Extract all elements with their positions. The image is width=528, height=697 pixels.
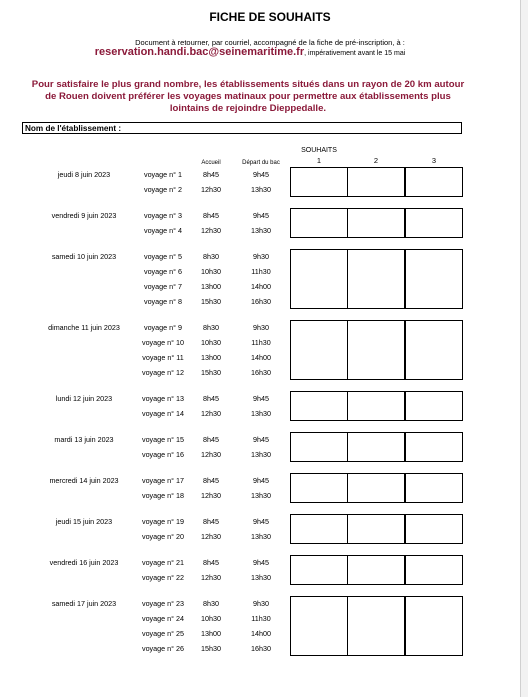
wish-choice-2-box[interactable]	[347, 596, 405, 611]
depart-time: 9h45	[253, 476, 269, 485]
voyage-label: voyage n° 2	[143, 185, 183, 194]
table-row	[0, 488, 520, 503]
wish-choice-1-box[interactable]	[290, 610, 348, 626]
accueil-time: 10h30	[201, 338, 221, 347]
voyage-label: voyage n° 19	[141, 517, 185, 526]
wish-choice-2-box[interactable]	[347, 528, 405, 544]
accueil-time: 12h30	[201, 532, 221, 541]
wish-choice-1-box[interactable]	[290, 514, 348, 529]
table-row	[0, 626, 520, 641]
depart-time: 11h30	[251, 267, 271, 276]
depart-time: 13h30	[251, 226, 271, 235]
wish-choice-1-box[interactable]	[290, 181, 348, 197]
wish-choice-3-box[interactable]	[405, 514, 463, 529]
accueil-time: 8h45	[203, 170, 219, 179]
wish-choice-3-box[interactable]	[405, 432, 463, 447]
wish-choice-3-box[interactable]	[405, 249, 463, 264]
day-label: mardi 13 juin 2023	[54, 435, 114, 444]
wish-choice-2-box[interactable]	[347, 610, 405, 626]
voyage-label: voyage n° 18	[141, 491, 185, 500]
wish-choice-3-box[interactable]	[405, 446, 463, 462]
depart-time: 9h30	[253, 599, 269, 608]
wish-choice-2-box[interactable]	[347, 181, 405, 197]
accueil-time: 15h30	[201, 644, 221, 653]
accueil-time: 12h30	[201, 185, 221, 194]
day-label: lundi 12 juin 2023	[55, 394, 113, 403]
day-label: dimanche 11 juin 2023	[48, 323, 120, 332]
voyage-label: voyage n° 5	[143, 252, 183, 261]
page-title: FICHE DE SOUHAITS	[209, 10, 331, 24]
wish-choice-3-box[interactable]	[405, 473, 463, 488]
depart-time: 9h45	[253, 211, 269, 220]
voyage-label: voyage n° 21	[141, 558, 185, 567]
day-label: mercredi 14 juin 2023	[49, 476, 119, 485]
depart-time: 14h00	[251, 629, 271, 638]
accueil-time: 8h45	[203, 211, 219, 220]
wish-choice-1-box[interactable]	[290, 446, 348, 462]
accueil-time: 8h45	[203, 435, 219, 444]
wish-choice-3-box[interactable]	[405, 569, 463, 585]
voyage-label: voyage n° 10	[141, 338, 185, 347]
day-label: jeudi 15 juin 2023	[55, 517, 113, 526]
wish-choice-1-box[interactable]	[290, 249, 348, 264]
voyage-label: voyage n° 23	[141, 599, 185, 608]
wish-choice-3-box[interactable]	[405, 640, 463, 656]
wish-choice-3-box[interactable]	[405, 349, 463, 365]
wish-choice-2-box[interactable]	[347, 391, 405, 406]
accueil-time: 13h00	[201, 282, 221, 291]
depart-time: 9h45	[253, 558, 269, 567]
voyage-label: voyage n° 16	[141, 450, 185, 459]
table-row	[0, 249, 520, 264]
wish-choice-1-box[interactable]	[290, 625, 348, 641]
accueil-time: 10h30	[201, 614, 221, 623]
depart-time: 9h45	[253, 435, 269, 444]
depart-time: 13h30	[251, 491, 271, 500]
accueil-time: 8h45	[203, 476, 219, 485]
wish-choice-1-box[interactable]	[290, 473, 348, 488]
wish-choice-1-box[interactable]	[290, 349, 348, 365]
table-row	[0, 167, 520, 182]
accueil-time: 12h30	[201, 491, 221, 500]
table-row	[0, 208, 520, 223]
table-row	[0, 335, 520, 350]
wish-choice-3-box[interactable]	[405, 222, 463, 238]
voyage-label: voyage n° 17	[141, 476, 185, 485]
wish-choice-3-box[interactable]	[405, 555, 463, 570]
wish-choice-3-box[interactable]	[405, 208, 463, 223]
table-row	[0, 641, 520, 656]
depart-time: 13h30	[251, 450, 271, 459]
instructions-text: Document à retourner, par courriel, accompagné de la fiche de pré-inscription, à :	[135, 38, 405, 47]
depart-time: 9h45	[253, 517, 269, 526]
wish-choice-2-box[interactable]	[347, 334, 405, 350]
wish-choice-1-box[interactable]	[290, 293, 348, 309]
depart-time: 14h00	[251, 353, 271, 362]
wish-choice-3-box[interactable]	[405, 528, 463, 544]
wish-choice-2-box[interactable]	[347, 222, 405, 238]
voyage-label: voyage n° 12	[141, 368, 185, 377]
wish-choice-3-box[interactable]	[405, 167, 463, 182]
wish-choice-2-box[interactable]	[347, 473, 405, 488]
wish-choice-1-box[interactable]	[290, 640, 348, 656]
wish-choice-3-box[interactable]	[405, 263, 463, 279]
wish-choice-2-box[interactable]	[347, 555, 405, 570]
choice-1-header: 1	[316, 156, 322, 165]
wish-choice-1-box[interactable]	[290, 334, 348, 350]
wish-choice-1-box[interactable]	[290, 405, 348, 421]
voyage-label: voyage n° 13	[141, 394, 185, 403]
wish-choice-1-box[interactable]	[290, 278, 348, 294]
wish-choice-3-box[interactable]	[405, 320, 463, 335]
table-row	[0, 365, 520, 380]
wish-choice-1-box[interactable]	[290, 569, 348, 585]
voyage-label: voyage n° 22	[141, 573, 185, 582]
depart-time: 13h30	[251, 573, 271, 582]
accueil-time: 8h30	[203, 252, 219, 261]
establishment-name-field[interactable]	[22, 122, 462, 134]
wish-choice-2-box[interactable]	[347, 446, 405, 462]
voyage-label: voyage n° 14	[141, 409, 185, 418]
table-row	[0, 406, 520, 421]
wish-choice-2-box[interactable]	[347, 320, 405, 335]
table-row	[0, 294, 520, 309]
table-row	[0, 223, 520, 238]
wish-choice-1-box[interactable]	[290, 432, 348, 447]
voyage-label: voyage n° 4	[143, 226, 183, 235]
depart-header: Départ du bac	[242, 160, 280, 166]
table-row	[0, 570, 520, 585]
accueil-time: 12h30	[201, 409, 221, 418]
deadline-text: , impérativement avant le 15 mai	[304, 50, 406, 57]
voyage-label: voyage n° 20	[141, 532, 185, 541]
choice-2-header: 2	[373, 156, 379, 165]
table-row	[0, 182, 520, 197]
voyage-label: voyage n° 26	[141, 644, 185, 653]
wish-choice-3-box[interactable]	[405, 293, 463, 309]
wish-choice-2-box[interactable]	[347, 432, 405, 447]
accueil-time: 8h45	[203, 558, 219, 567]
depart-time: 9h45	[253, 394, 269, 403]
voyage-label: voyage n° 24	[141, 614, 185, 623]
voyage-label: voyage n° 15	[141, 435, 185, 444]
email-link[interactable]: reservation.handi.bac@seinemaritime.fr	[94, 46, 305, 58]
depart-time: 11h30	[251, 614, 271, 623]
wish-choice-1-box[interactable]	[290, 320, 348, 335]
day-label: vendredi 16 juin 2023	[49, 558, 119, 567]
depart-time: 16h30	[251, 368, 271, 377]
depart-time: 9h30	[253, 323, 269, 332]
table-row	[0, 447, 520, 462]
table-row	[0, 432, 520, 447]
wish-choice-3-box[interactable]	[405, 487, 463, 503]
wish-choice-2-box[interactable]	[347, 569, 405, 585]
table-row	[0, 264, 520, 279]
wish-choice-1-box[interactable]	[290, 555, 348, 570]
wish-choice-3-box[interactable]	[405, 391, 463, 406]
accueil-time: 8h45	[203, 517, 219, 526]
accueil-time: 13h00	[201, 353, 221, 362]
accueil-time: 8h45	[203, 394, 219, 403]
depart-time: 11h30	[251, 338, 271, 347]
table-row	[0, 514, 520, 529]
accueil-time: 8h30	[203, 599, 219, 608]
table-row	[0, 320, 520, 335]
accueil-header: Accueil	[201, 160, 221, 166]
wish-choice-2-box[interactable]	[347, 293, 405, 309]
voyage-label: voyage n° 3	[143, 211, 183, 220]
depart-time: 16h30	[251, 297, 271, 306]
table-row	[0, 555, 520, 570]
wish-choice-3-box[interactable]	[405, 596, 463, 611]
wish-choice-2-box[interactable]	[347, 349, 405, 365]
accueil-time: 8h30	[203, 323, 219, 332]
wish-choice-1-box[interactable]	[290, 263, 348, 279]
wish-choice-1-box[interactable]	[290, 222, 348, 238]
wish-choice-2-box[interactable]	[347, 625, 405, 641]
accueil-time: 12h30	[201, 573, 221, 582]
wish-choice-2-box[interactable]	[347, 405, 405, 421]
table-row	[0, 611, 520, 626]
accueil-time: 15h30	[201, 368, 221, 377]
wish-choice-2-box[interactable]	[347, 487, 405, 503]
depart-time: 13h30	[251, 409, 271, 418]
wish-choice-1-box[interactable]	[290, 167, 348, 182]
table-row	[0, 391, 520, 406]
day-label: jeudi 8 juin 2023	[57, 170, 111, 179]
wish-choice-3-box[interactable]	[405, 625, 463, 641]
depart-time: 13h30	[251, 185, 271, 194]
voyage-label: voyage n° 6	[143, 267, 183, 276]
wish-choice-2-box[interactable]	[347, 208, 405, 223]
establishment-name-label: Nom de l'établissement :	[25, 124, 122, 133]
voyage-label: voyage n° 1	[143, 170, 183, 179]
voyage-label: voyage n° 11	[142, 353, 184, 362]
wish-choice-2-box[interactable]	[347, 278, 405, 294]
wish-choice-3-box[interactable]	[405, 405, 463, 421]
wish-choice-2-box[interactable]	[347, 167, 405, 182]
depart-time: 9h30	[253, 252, 269, 261]
email-line	[0, 46, 500, 58]
table-row	[0, 279, 520, 294]
accueil-time: 12h30	[201, 450, 221, 459]
choice-3-header: 3	[431, 156, 437, 165]
depart-time: 16h30	[251, 644, 271, 653]
table-row	[0, 596, 520, 611]
wish-choice-1-box[interactable]	[290, 208, 348, 223]
wish-choice-1-box[interactable]	[290, 364, 348, 380]
wish-choice-3-box[interactable]	[405, 181, 463, 197]
table-row	[0, 529, 520, 544]
wish-choice-1-box[interactable]	[290, 596, 348, 611]
wish-choice-1-box[interactable]	[290, 391, 348, 406]
day-label: vendredi 9 juin 2023	[51, 211, 117, 220]
table-row	[0, 473, 520, 488]
wish-choice-2-box[interactable]	[347, 263, 405, 279]
wish-choice-2-box[interactable]	[347, 514, 405, 529]
wish-choice-3-box[interactable]	[405, 334, 463, 350]
wish-choice-3-box[interactable]	[405, 364, 463, 380]
voyage-label: voyage n° 8	[143, 297, 183, 306]
voyage-label: voyage n° 7	[143, 282, 183, 291]
day-label: samedi 17 juin 2023	[51, 599, 117, 608]
voyage-label: voyage n° 9	[143, 323, 183, 332]
wish-choice-3-box[interactable]	[405, 278, 463, 294]
voyage-label: voyage n° 25	[141, 629, 185, 638]
wish-choice-3-box[interactable]	[405, 610, 463, 626]
wish-choice-2-box[interactable]	[347, 249, 405, 264]
depart-time: 13h30	[251, 532, 271, 541]
accueil-time: 10h30	[201, 267, 221, 276]
accueil-time: 15h30	[201, 297, 221, 306]
wish-choice-1-box[interactable]	[290, 487, 348, 503]
priority-notice: Pour satisfaire le plus grand nombre, les établissements situés dans un rayon de 20 km autour de Rouen doivent préférer les voyages matinaux pour permettre aux établissements plus lointains de rejoindre Dieppedalle.	[31, 79, 465, 114]
table-row	[0, 350, 520, 365]
wish-choice-2-box[interactable]	[347, 364, 405, 380]
accueil-time: 13h00	[201, 629, 221, 638]
depart-time: 9h45	[253, 170, 269, 179]
souhaits-header: SOUHAITS	[301, 147, 337, 154]
depart-time: 14h00	[251, 282, 271, 291]
day-label: samedi 10 juin 2023	[51, 252, 117, 261]
accueil-time: 12h30	[201, 226, 221, 235]
wish-choice-1-box[interactable]	[290, 528, 348, 544]
wish-choice-2-box[interactable]	[347, 640, 405, 656]
